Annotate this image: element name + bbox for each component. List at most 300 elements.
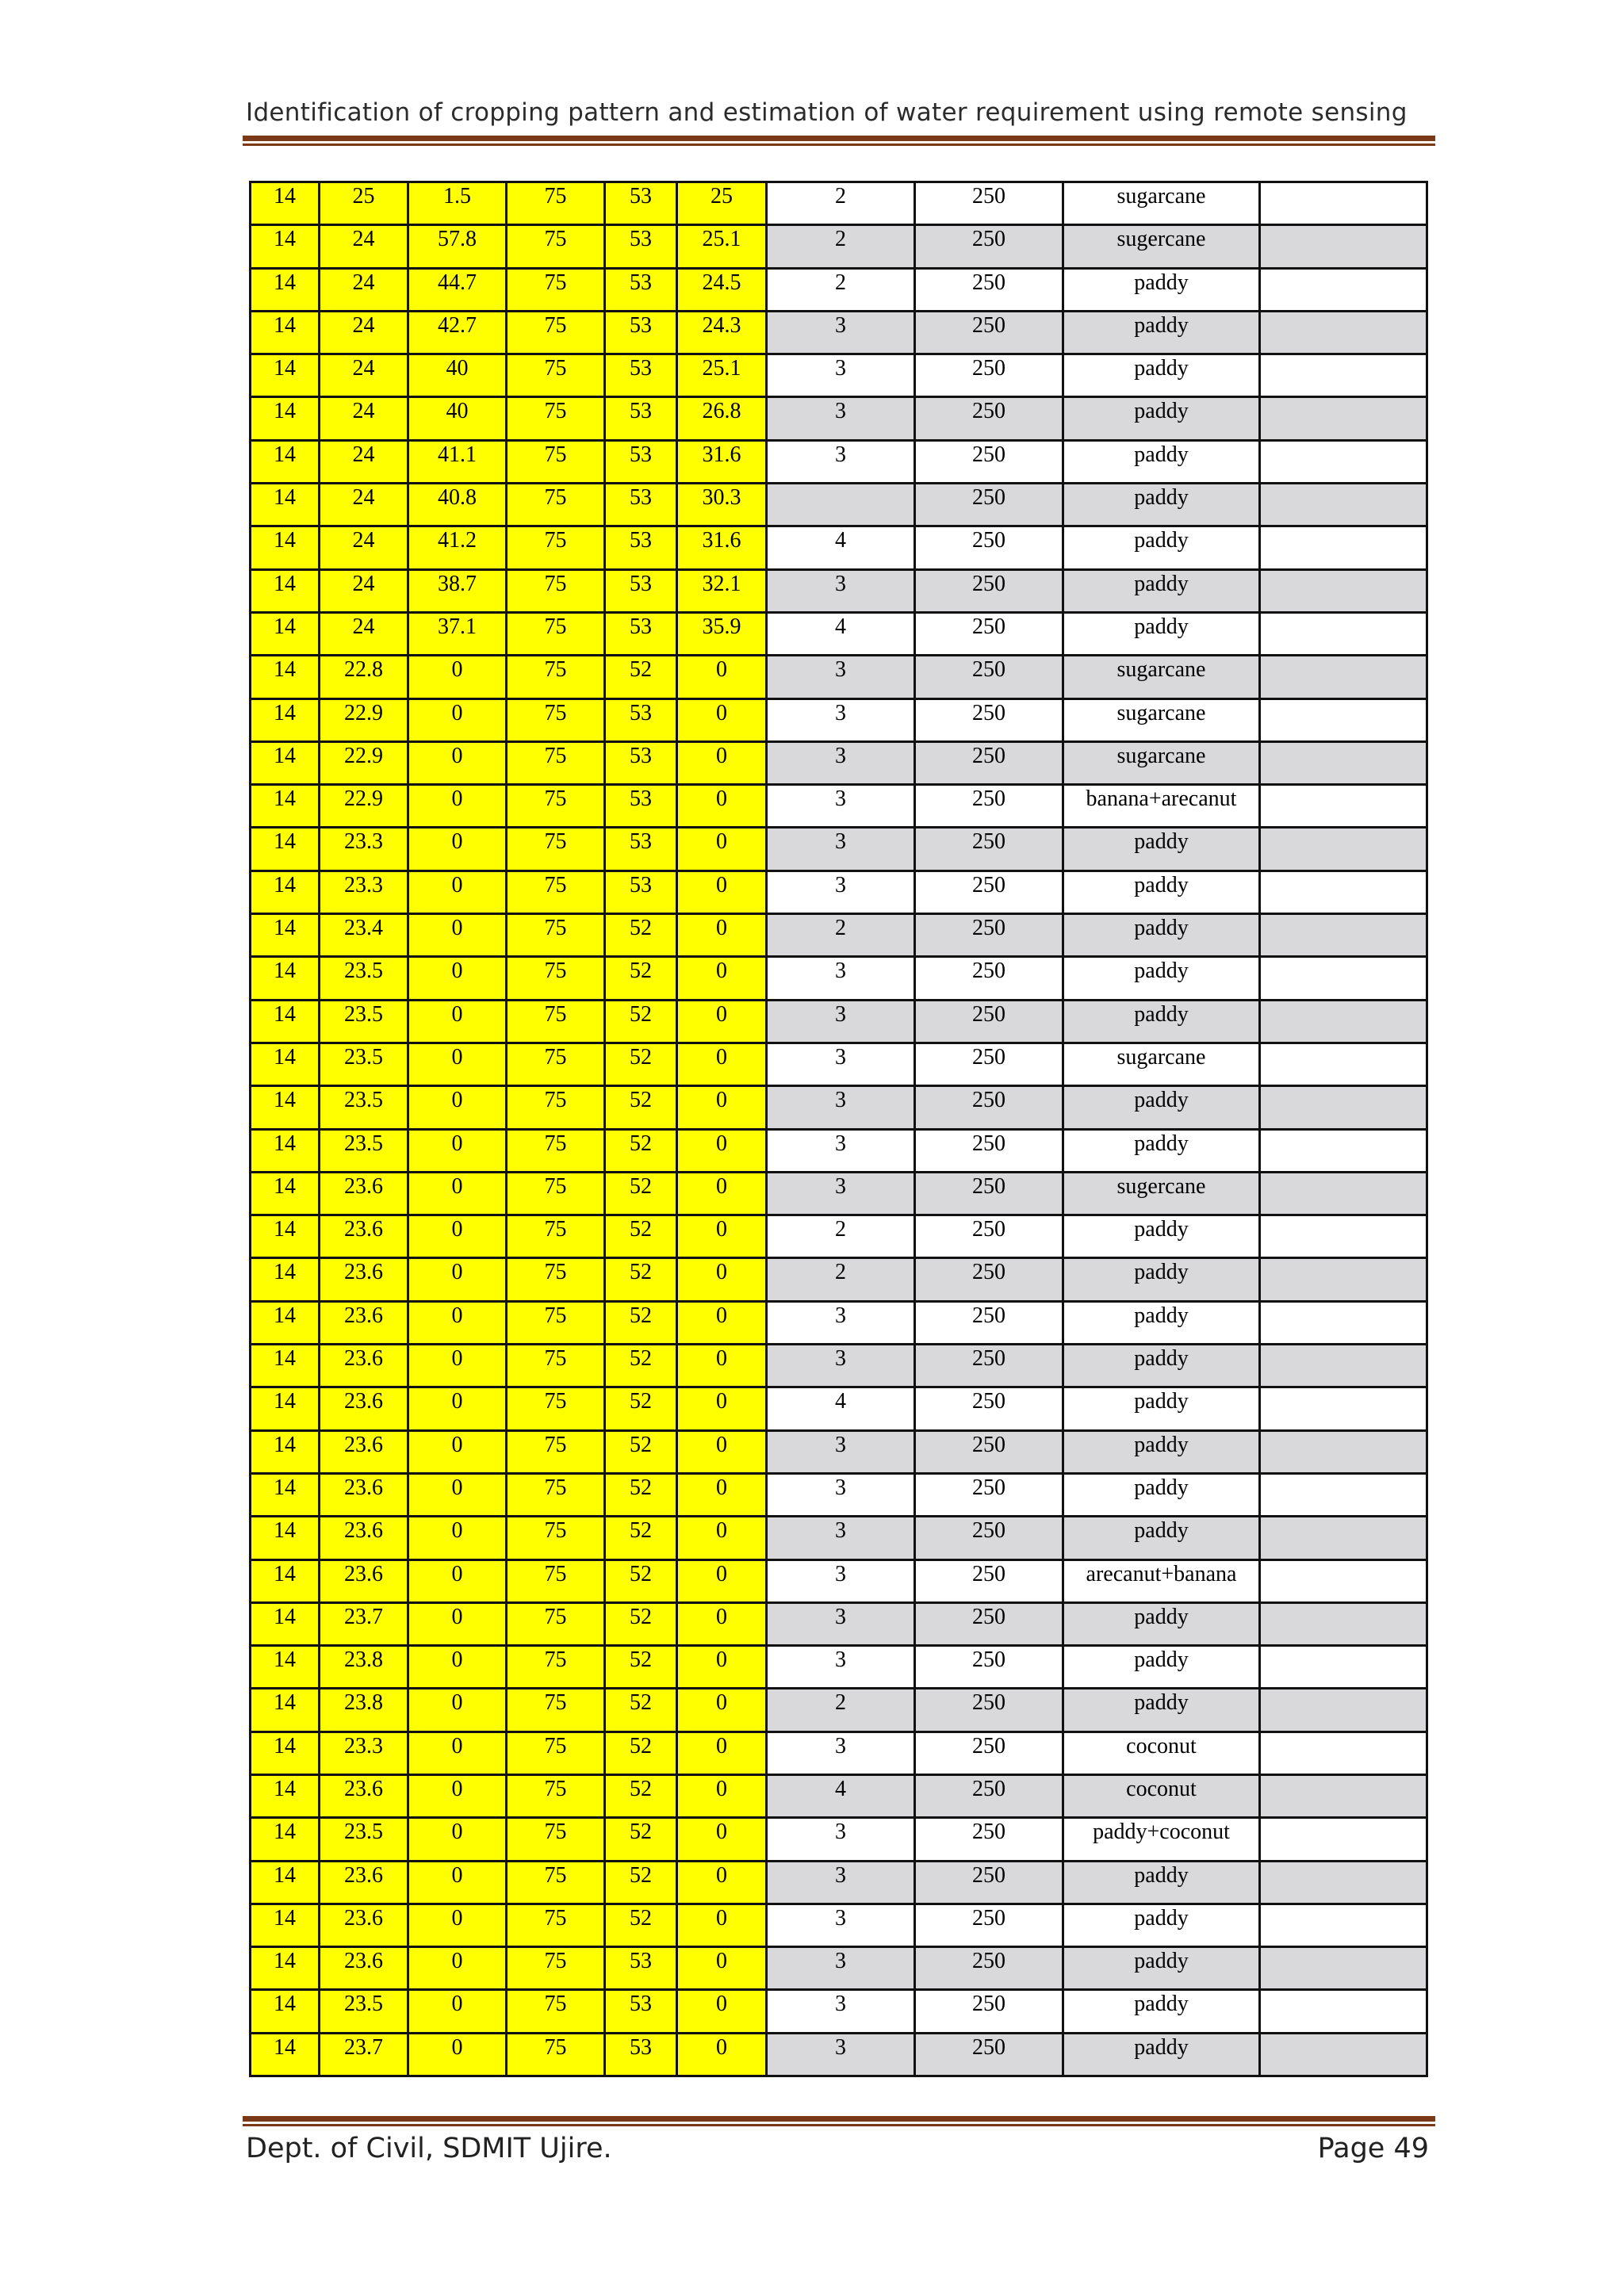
- cell-c6: 0: [677, 914, 767, 957]
- table-row: [251, 828, 1427, 871]
- cell-c2: 23.6: [320, 1215, 408, 1258]
- cell-c2: 24: [320, 440, 408, 483]
- cell-c10: [1260, 2033, 1427, 2076]
- table-row: [251, 1473, 1427, 1516]
- cell-c4: 75: [507, 698, 605, 741]
- cell-c7: 4: [767, 526, 915, 569]
- cell-c3: 0: [408, 1818, 507, 1861]
- table-row: [251, 698, 1427, 741]
- cell-crop: paddy: [1063, 1861, 1260, 1904]
- cell-c4: 75: [507, 268, 605, 311]
- cell-c5: 53: [605, 785, 677, 828]
- cell-c6: 0: [677, 1301, 767, 1344]
- cell-c4: 75: [507, 1086, 605, 1129]
- cell-c5: 53: [605, 397, 677, 440]
- cell-c5: 52: [605, 1086, 677, 1129]
- cell-c1: 14: [251, 1430, 320, 1473]
- cell-c3: 0: [408, 1086, 507, 1129]
- table-row: [251, 1818, 1427, 1861]
- cell-c5: 52: [605, 1559, 677, 1602]
- cell-c2: 23.5: [320, 1990, 408, 2033]
- cell-c2: 23.7: [320, 1602, 408, 1645]
- cell-c5: 53: [605, 484, 677, 526]
- cell-c8: 250: [915, 1387, 1063, 1430]
- cell-c6: 0: [677, 828, 767, 871]
- cell-c7: 3: [767, 828, 915, 871]
- cell-c7: 3: [767, 2033, 915, 2076]
- table-row: [251, 1947, 1427, 1990]
- cell-c6: 0: [677, 1473, 767, 1516]
- header-rule-thick: [243, 136, 1435, 141]
- cell-c5: 53: [605, 569, 677, 612]
- table-body: [251, 182, 1427, 2076]
- cell-c7: 4: [767, 1387, 915, 1430]
- cell-c5: 53: [605, 828, 677, 871]
- cell-c7: 3: [767, 569, 915, 612]
- table-row: [251, 1086, 1427, 1129]
- cell-c2: 23.3: [320, 828, 408, 871]
- cell-c10: [1260, 957, 1427, 1000]
- cell-c1: 14: [251, 1387, 320, 1430]
- table-row: [251, 957, 1427, 1000]
- cell-c2: 23.3: [320, 1732, 408, 1774]
- cell-c6: 0: [677, 1043, 767, 1085]
- cell-c5: 53: [605, 612, 677, 655]
- cell-c1: 14: [251, 440, 320, 483]
- cell-crop: paddy: [1063, 1301, 1260, 1344]
- table-row: [251, 1430, 1427, 1473]
- cell-c5: 52: [605, 656, 677, 698]
- cell-c5: 52: [605, 1387, 677, 1430]
- table-row: [251, 1602, 1427, 1645]
- cell-c6: 0: [677, 656, 767, 698]
- cell-c6: 0: [677, 1861, 767, 1904]
- cell-c5: 52: [605, 1430, 677, 1473]
- cell-c1: 14: [251, 957, 320, 1000]
- cell-c6: 32.1: [677, 569, 767, 612]
- cell-crop: paddy: [1063, 871, 1260, 913]
- cell-c8: 250: [915, 1689, 1063, 1732]
- cell-c6: 0: [677, 1000, 767, 1043]
- cell-c7: 3: [767, 1043, 915, 1085]
- cell-c8: 250: [915, 1559, 1063, 1602]
- cell-c7: 3: [767, 1345, 915, 1387]
- cell-c1: 14: [251, 268, 320, 311]
- footer-rule-thin: [243, 2124, 1435, 2126]
- cell-c1: 14: [251, 1172, 320, 1215]
- cell-c8: 250: [915, 484, 1063, 526]
- cell-c1: 14: [251, 741, 320, 784]
- table-row: [251, 1990, 1427, 2033]
- cell-c10: [1260, 914, 1427, 957]
- footer-department: Dept. of Civil, SDMIT Ujire.: [246, 2133, 612, 2164]
- cell-c5: 53: [605, 871, 677, 913]
- cell-c4: 75: [507, 397, 605, 440]
- cell-c2: 23.6: [320, 1345, 408, 1387]
- cell-c6: 0: [677, 1559, 767, 1602]
- cell-c4: 75: [507, 484, 605, 526]
- cell-c4: 75: [507, 871, 605, 913]
- cell-c10: [1260, 1517, 1427, 1559]
- cell-c8: 250: [915, 1774, 1063, 1817]
- cell-c8: 250: [915, 354, 1063, 397]
- cell-c6: 31.6: [677, 440, 767, 483]
- cell-c2: 23.6: [320, 1861, 408, 1904]
- cell-c2: 23.7: [320, 2033, 408, 2076]
- cell-crop: paddy: [1063, 268, 1260, 311]
- cell-c8: 250: [915, 1473, 1063, 1516]
- table-row: [251, 1689, 1427, 1732]
- cell-crop: paddy: [1063, 1517, 1260, 1559]
- cell-c1: 14: [251, 1732, 320, 1774]
- cell-c2: 23.5: [320, 1818, 408, 1861]
- table-row: [251, 484, 1427, 526]
- cell-c7: 3: [767, 1301, 915, 1344]
- cell-c6: 0: [677, 1215, 767, 1258]
- cell-c1: 14: [251, 1559, 320, 1602]
- cell-c7: 3: [767, 1517, 915, 1559]
- cell-crop: sugarcane: [1063, 698, 1260, 741]
- cell-c6: 25: [677, 182, 767, 225]
- cell-c4: 75: [507, 1646, 605, 1689]
- cell-crop: paddy: [1063, 1129, 1260, 1172]
- cell-c3: 40: [408, 397, 507, 440]
- cell-c2: 23.6: [320, 1904, 408, 1946]
- cell-c1: 14: [251, 526, 320, 569]
- cell-c2: 24: [320, 225, 408, 268]
- cell-c10: [1260, 1345, 1427, 1387]
- cell-c8: 250: [915, 225, 1063, 268]
- cell-crop: paddy+coconut: [1063, 1818, 1260, 1861]
- cell-c7: 3: [767, 1990, 915, 2033]
- cell-c10: [1260, 1043, 1427, 1085]
- cell-crop: paddy: [1063, 1000, 1260, 1043]
- cell-c10: [1260, 569, 1427, 612]
- cell-c8: 250: [915, 1129, 1063, 1172]
- page-header-title: Identification of cropping pattern and estimation of water requirement using remote sensing: [246, 98, 1408, 127]
- cell-c10: [1260, 354, 1427, 397]
- cell-crop: sugercane: [1063, 1172, 1260, 1215]
- cell-c4: 75: [507, 1689, 605, 1732]
- cell-c4: 75: [507, 225, 605, 268]
- cell-crop: paddy: [1063, 1689, 1260, 1732]
- cell-c8: 250: [915, 1602, 1063, 1645]
- cell-c7: 3: [767, 1473, 915, 1516]
- cell-c6: 0: [677, 1086, 767, 1129]
- cell-crop: paddy: [1063, 1602, 1260, 1645]
- table-row: [251, 225, 1427, 268]
- cell-c1: 14: [251, 656, 320, 698]
- cell-c4: 75: [507, 1043, 605, 1085]
- cell-c10: [1260, 1774, 1427, 1817]
- cell-crop: paddy: [1063, 1646, 1260, 1689]
- cell-crop: sugarcane: [1063, 1043, 1260, 1085]
- cell-c1: 14: [251, 2033, 320, 2076]
- cell-c7: 2: [767, 182, 915, 225]
- cell-c2: 23.6: [320, 1947, 408, 1990]
- cell-c10: [1260, 1430, 1427, 1473]
- cell-c10: [1260, 1990, 1427, 2033]
- cell-crop: sugarcane: [1063, 182, 1260, 225]
- cell-c3: 0: [408, 1774, 507, 1817]
- cell-c5: 52: [605, 914, 677, 957]
- cell-c3: 0: [408, 957, 507, 1000]
- footer-rule-thick: [243, 2116, 1435, 2122]
- cell-crop: paddy: [1063, 828, 1260, 871]
- cell-crop: paddy: [1063, 569, 1260, 612]
- cell-c1: 14: [251, 484, 320, 526]
- cell-c5: 52: [605, 1774, 677, 1817]
- cell-c1: 14: [251, 1646, 320, 1689]
- cell-c3: 0: [408, 1000, 507, 1043]
- cell-crop: coconut: [1063, 1732, 1260, 1774]
- cell-c7: 4: [767, 612, 915, 655]
- table-row: [251, 397, 1427, 440]
- cell-c3: 0: [408, 1602, 507, 1645]
- cell-c3: 0: [408, 1646, 507, 1689]
- cell-c4: 75: [507, 1129, 605, 1172]
- table-row: [251, 1861, 1427, 1904]
- cell-c8: 250: [915, 1301, 1063, 1344]
- table-row: [251, 569, 1427, 612]
- cell-crop: paddy: [1063, 1947, 1260, 1990]
- table-row: [251, 1387, 1427, 1430]
- cell-c4: 75: [507, 1947, 605, 1990]
- cell-c8: 250: [915, 182, 1063, 225]
- cell-c1: 14: [251, 1517, 320, 1559]
- cell-c1: 14: [251, 311, 320, 354]
- cell-c6: 0: [677, 785, 767, 828]
- cell-c5: 52: [605, 1689, 677, 1732]
- cell-c8: 250: [915, 871, 1063, 913]
- cell-c4: 75: [507, 785, 605, 828]
- cell-c4: 75: [507, 1387, 605, 1430]
- cell-c2: 23.5: [320, 1000, 408, 1043]
- cell-c7: 3: [767, 440, 915, 483]
- cell-c4: 75: [507, 1473, 605, 1516]
- cell-c4: 75: [507, 1861, 605, 1904]
- cell-c10: [1260, 1172, 1427, 1215]
- cell-c2: 23.6: [320, 1517, 408, 1559]
- cell-c3: 0: [408, 1215, 507, 1258]
- cell-c4: 75: [507, 1904, 605, 1946]
- cell-c4: 75: [507, 569, 605, 612]
- cell-c5: 53: [605, 526, 677, 569]
- cell-c7: 3: [767, 397, 915, 440]
- cell-c2: 23.6: [320, 1258, 408, 1301]
- cell-c7: 3: [767, 1602, 915, 1645]
- table-row: [251, 1559, 1427, 1602]
- cell-c3: 42.7: [408, 311, 507, 354]
- cell-c5: 52: [605, 1301, 677, 1344]
- cell-c1: 14: [251, 397, 320, 440]
- cell-c2: 22.9: [320, 698, 408, 741]
- table-row: [251, 1301, 1427, 1344]
- cell-c7: 3: [767, 698, 915, 741]
- table-row: [251, 1000, 1427, 1043]
- cell-c5: 53: [605, 354, 677, 397]
- cell-c1: 14: [251, 1904, 320, 1946]
- table-row: [251, 440, 1427, 483]
- cell-c1: 14: [251, 828, 320, 871]
- cell-c6: 0: [677, 2033, 767, 2076]
- cell-c3: 0: [408, 1387, 507, 1430]
- cell-c7: 3: [767, 1086, 915, 1129]
- cell-c1: 14: [251, 225, 320, 268]
- cell-crop: sugarcane: [1063, 741, 1260, 784]
- cell-c2: 23.6: [320, 1559, 408, 1602]
- cell-c10: [1260, 1258, 1427, 1301]
- cell-c5: 52: [605, 1732, 677, 1774]
- cell-c2: 23.6: [320, 1387, 408, 1430]
- cell-c3: 0: [408, 914, 507, 957]
- cell-c2: 23.5: [320, 957, 408, 1000]
- cell-c3: 0: [408, 2033, 507, 2076]
- cell-crop: paddy: [1063, 526, 1260, 569]
- cell-crop: paddy: [1063, 612, 1260, 655]
- cell-c8: 250: [915, 698, 1063, 741]
- cell-c7: 2: [767, 268, 915, 311]
- cell-crop: paddy: [1063, 1345, 1260, 1387]
- cell-c10: [1260, 1000, 1427, 1043]
- cell-c6: 0: [677, 1990, 767, 2033]
- table-row: [251, 1646, 1427, 1689]
- cell-c4: 75: [507, 914, 605, 957]
- cell-c3: 1.5: [408, 182, 507, 225]
- cell-c1: 14: [251, 1345, 320, 1387]
- cell-c6: 0: [677, 698, 767, 741]
- cell-c8: 250: [915, 526, 1063, 569]
- cell-c7: 2: [767, 1215, 915, 1258]
- cell-c3: 0: [408, 1129, 507, 1172]
- cell-c6: 25.1: [677, 225, 767, 268]
- cell-c7: 3: [767, 1646, 915, 1689]
- cell-c2: 24: [320, 354, 408, 397]
- cell-c7: 3: [767, 1000, 915, 1043]
- cell-c10: [1260, 1947, 1427, 1990]
- cell-c8: 250: [915, 440, 1063, 483]
- cell-c4: 75: [507, 354, 605, 397]
- cell-c2: 24: [320, 397, 408, 440]
- cell-c2: 23.6: [320, 1172, 408, 1215]
- cell-crop: paddy: [1063, 914, 1260, 957]
- table-row: [251, 1517, 1427, 1559]
- cell-crop: coconut: [1063, 1774, 1260, 1817]
- cell-c5: 52: [605, 1646, 677, 1689]
- cell-crop: paddy: [1063, 1387, 1260, 1430]
- cell-crop: paddy: [1063, 1086, 1260, 1129]
- cell-crop: paddy: [1063, 484, 1260, 526]
- cell-c5: 53: [605, 311, 677, 354]
- cell-c8: 250: [915, 397, 1063, 440]
- cell-c1: 14: [251, 871, 320, 913]
- cell-c6: 31.6: [677, 526, 767, 569]
- cell-c6: 0: [677, 1430, 767, 1473]
- cell-c10: [1260, 1215, 1427, 1258]
- cell-c4: 75: [507, 1517, 605, 1559]
- cell-c4: 75: [507, 1215, 605, 1258]
- cell-c3: 0: [408, 698, 507, 741]
- cell-c1: 14: [251, 1258, 320, 1301]
- cell-c6: 25.1: [677, 354, 767, 397]
- cell-c4: 75: [507, 1430, 605, 1473]
- cell-c4: 75: [507, 1000, 605, 1043]
- cell-c6: 0: [677, 957, 767, 1000]
- cell-c1: 14: [251, 1473, 320, 1516]
- cell-c5: 52: [605, 957, 677, 1000]
- cell-c2: 23.6: [320, 1430, 408, 1473]
- cell-c6: 0: [677, 1947, 767, 1990]
- table-row: [251, 1774, 1427, 1817]
- cell-c3: 0: [408, 1172, 507, 1215]
- cell-c5: 52: [605, 1345, 677, 1387]
- cell-c10: [1260, 1818, 1427, 1861]
- cell-c2: 23.8: [320, 1689, 408, 1732]
- cell-crop: sugercane: [1063, 225, 1260, 268]
- cell-c2: 25: [320, 182, 408, 225]
- cell-c2: 24: [320, 311, 408, 354]
- cell-c2: 24: [320, 612, 408, 655]
- cell-c3: 0: [408, 741, 507, 784]
- cell-c1: 14: [251, 182, 320, 225]
- cell-c4: 75: [507, 311, 605, 354]
- cell-c2: 23.4: [320, 914, 408, 957]
- cell-c5: 52: [605, 1129, 677, 1172]
- cell-c1: 14: [251, 1301, 320, 1344]
- cell-c4: 75: [507, 1818, 605, 1861]
- cell-c5: 52: [605, 1215, 677, 1258]
- cell-c3: 40.8: [408, 484, 507, 526]
- cell-c6: 0: [677, 1129, 767, 1172]
- cell-c7: 3: [767, 1947, 915, 1990]
- cell-c6: 0: [677, 1387, 767, 1430]
- cell-c7: 3: [767, 1732, 915, 1774]
- header-rule-thin: [243, 144, 1435, 146]
- cell-c7: 3: [767, 1172, 915, 1215]
- cell-c10: [1260, 698, 1427, 741]
- cell-crop: paddy: [1063, 440, 1260, 483]
- cell-c5: 53: [605, 741, 677, 784]
- cell-c5: 53: [605, 1990, 677, 2033]
- cell-c10: [1260, 1387, 1427, 1430]
- cell-c1: 14: [251, 1000, 320, 1043]
- cell-c8: 250: [915, 1345, 1063, 1387]
- cell-c1: 14: [251, 1129, 320, 1172]
- table-row: [251, 1732, 1427, 1774]
- cell-c8: 250: [915, 1258, 1063, 1301]
- cell-c7: 3: [767, 1559, 915, 1602]
- cell-c10: [1260, 1559, 1427, 1602]
- cell-c2: 23.6: [320, 1473, 408, 1516]
- table-row: [251, 656, 1427, 698]
- cell-c3: 0: [408, 828, 507, 871]
- cell-c6: 0: [677, 871, 767, 913]
- cell-c4: 75: [507, 1559, 605, 1602]
- table-row: [251, 612, 1427, 655]
- cell-c8: 250: [915, 785, 1063, 828]
- table-row: [251, 1172, 1427, 1215]
- cell-c8: 250: [915, 828, 1063, 871]
- cell-c7: 3: [767, 354, 915, 397]
- cell-c3: 0: [408, 785, 507, 828]
- cell-c10: [1260, 785, 1427, 828]
- cell-c7: 2: [767, 225, 915, 268]
- cell-c8: 250: [915, 1000, 1063, 1043]
- cell-c7: 3: [767, 1129, 915, 1172]
- cell-c3: 44.7: [408, 268, 507, 311]
- table-row: [251, 741, 1427, 784]
- cell-c8: 250: [915, 1043, 1063, 1085]
